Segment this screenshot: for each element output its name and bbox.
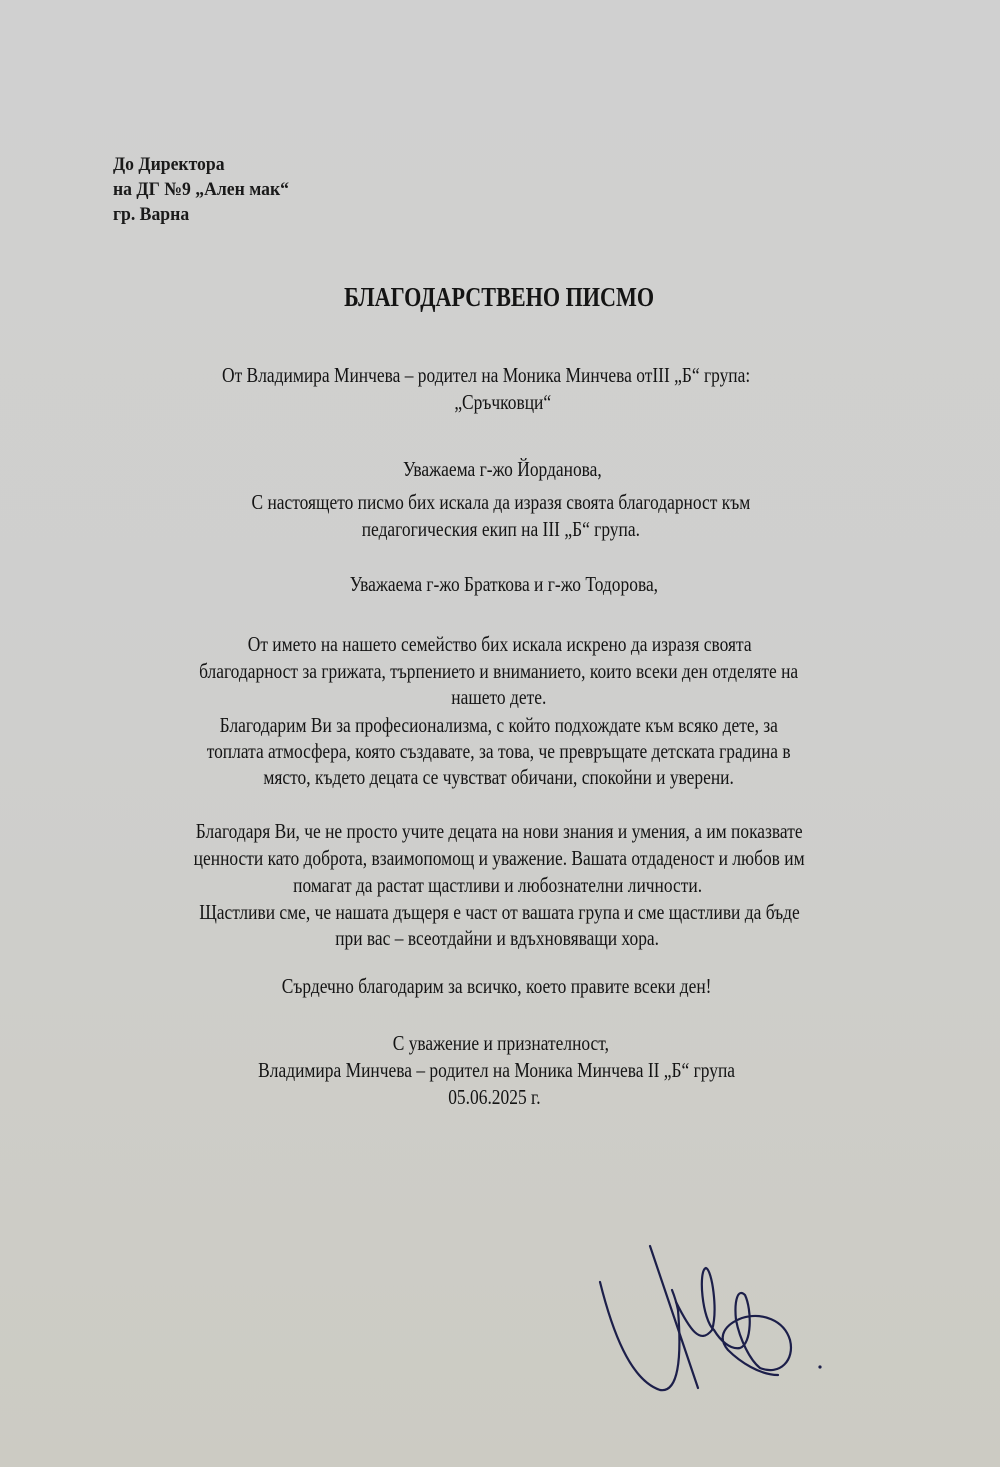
paragraph3-line-3: помагат да растат щастливи и любознателни личности. bbox=[293, 873, 703, 897]
greeting-teachers: Уважаема г-жо Браткова и г-жо Тодорова, bbox=[349, 572, 659, 596]
paragraph1-line-1: От името на нашето семейство бих искала искрено да изразя своята bbox=[247, 632, 752, 656]
paragraph3-line-4: Щастливи сме, че нашата дъщеря е част от вашата група и сме щастливи да бъде bbox=[199, 900, 800, 924]
closing-thanks: Сърдечно благодарим за всичко, което правите всеки ден! bbox=[281, 974, 712, 998]
recipient-line: на ДГ №9 „Ален мак“ bbox=[113, 179, 289, 200]
greeting-director: Уважаема г-жо Йорданова, bbox=[402, 457, 602, 481]
recipient-line: гр. Варна bbox=[113, 204, 190, 225]
paragraph2-line-3: място, където децата се чувстват обичани, спокойни и уверени. bbox=[263, 765, 734, 789]
paragraph2-line-1: Благодарим Ви за професионализма, с който подхождате към всяко дете, за bbox=[219, 713, 778, 737]
paragraph1-line-2: благодарност за грижата, търпението и вниманието, които всеки ден отделяте на bbox=[199, 659, 799, 683]
paragraph1-line-3: нашето дете. bbox=[451, 685, 547, 709]
recipient-line: До Директора bbox=[113, 154, 225, 175]
paragraph2-line-2: топлата атмосфера, която създавате, за това, че превръщате детската градина в bbox=[206, 739, 791, 763]
sender-line-2: „Сръчковци“ bbox=[454, 390, 552, 414]
signoff-date: 05.06.2025 г. bbox=[448, 1085, 541, 1109]
signoff-line-2: Владимира Минчева – родител на Моника Минчева II „Б“ група bbox=[258, 1058, 736, 1082]
paragraph3-line-2: ценности като доброта, взаимопомощ и уважение. Вашата отдаденост и любов им bbox=[193, 846, 805, 870]
letter-title: БЛАГОДАРСТВЕНО ПИСМО bbox=[344, 282, 655, 312]
sender-line-1: От Владимира Минчева – родител на Моника Минчева отIII „Б“ група: bbox=[222, 363, 751, 387]
paragraph3-line-1: Благодаря Ви, че не просто учите децата на нови знания и умения, а им показвате bbox=[195, 819, 803, 843]
paragraph3-line-5: при вас – всеотдайни и вдъхновяващи хора. bbox=[335, 926, 660, 950]
handwritten-signature-icon bbox=[590, 1240, 830, 1410]
intro-line-1: С настоящето писмо бих искала да изразя своята благодарност към bbox=[251, 490, 751, 514]
signoff-line-1: С уважение и признателност, bbox=[392, 1031, 609, 1055]
recipient-address-block bbox=[113, 152, 302, 227]
intro-line-2: педагогическия екип на III „Б“ група. bbox=[361, 517, 640, 541]
